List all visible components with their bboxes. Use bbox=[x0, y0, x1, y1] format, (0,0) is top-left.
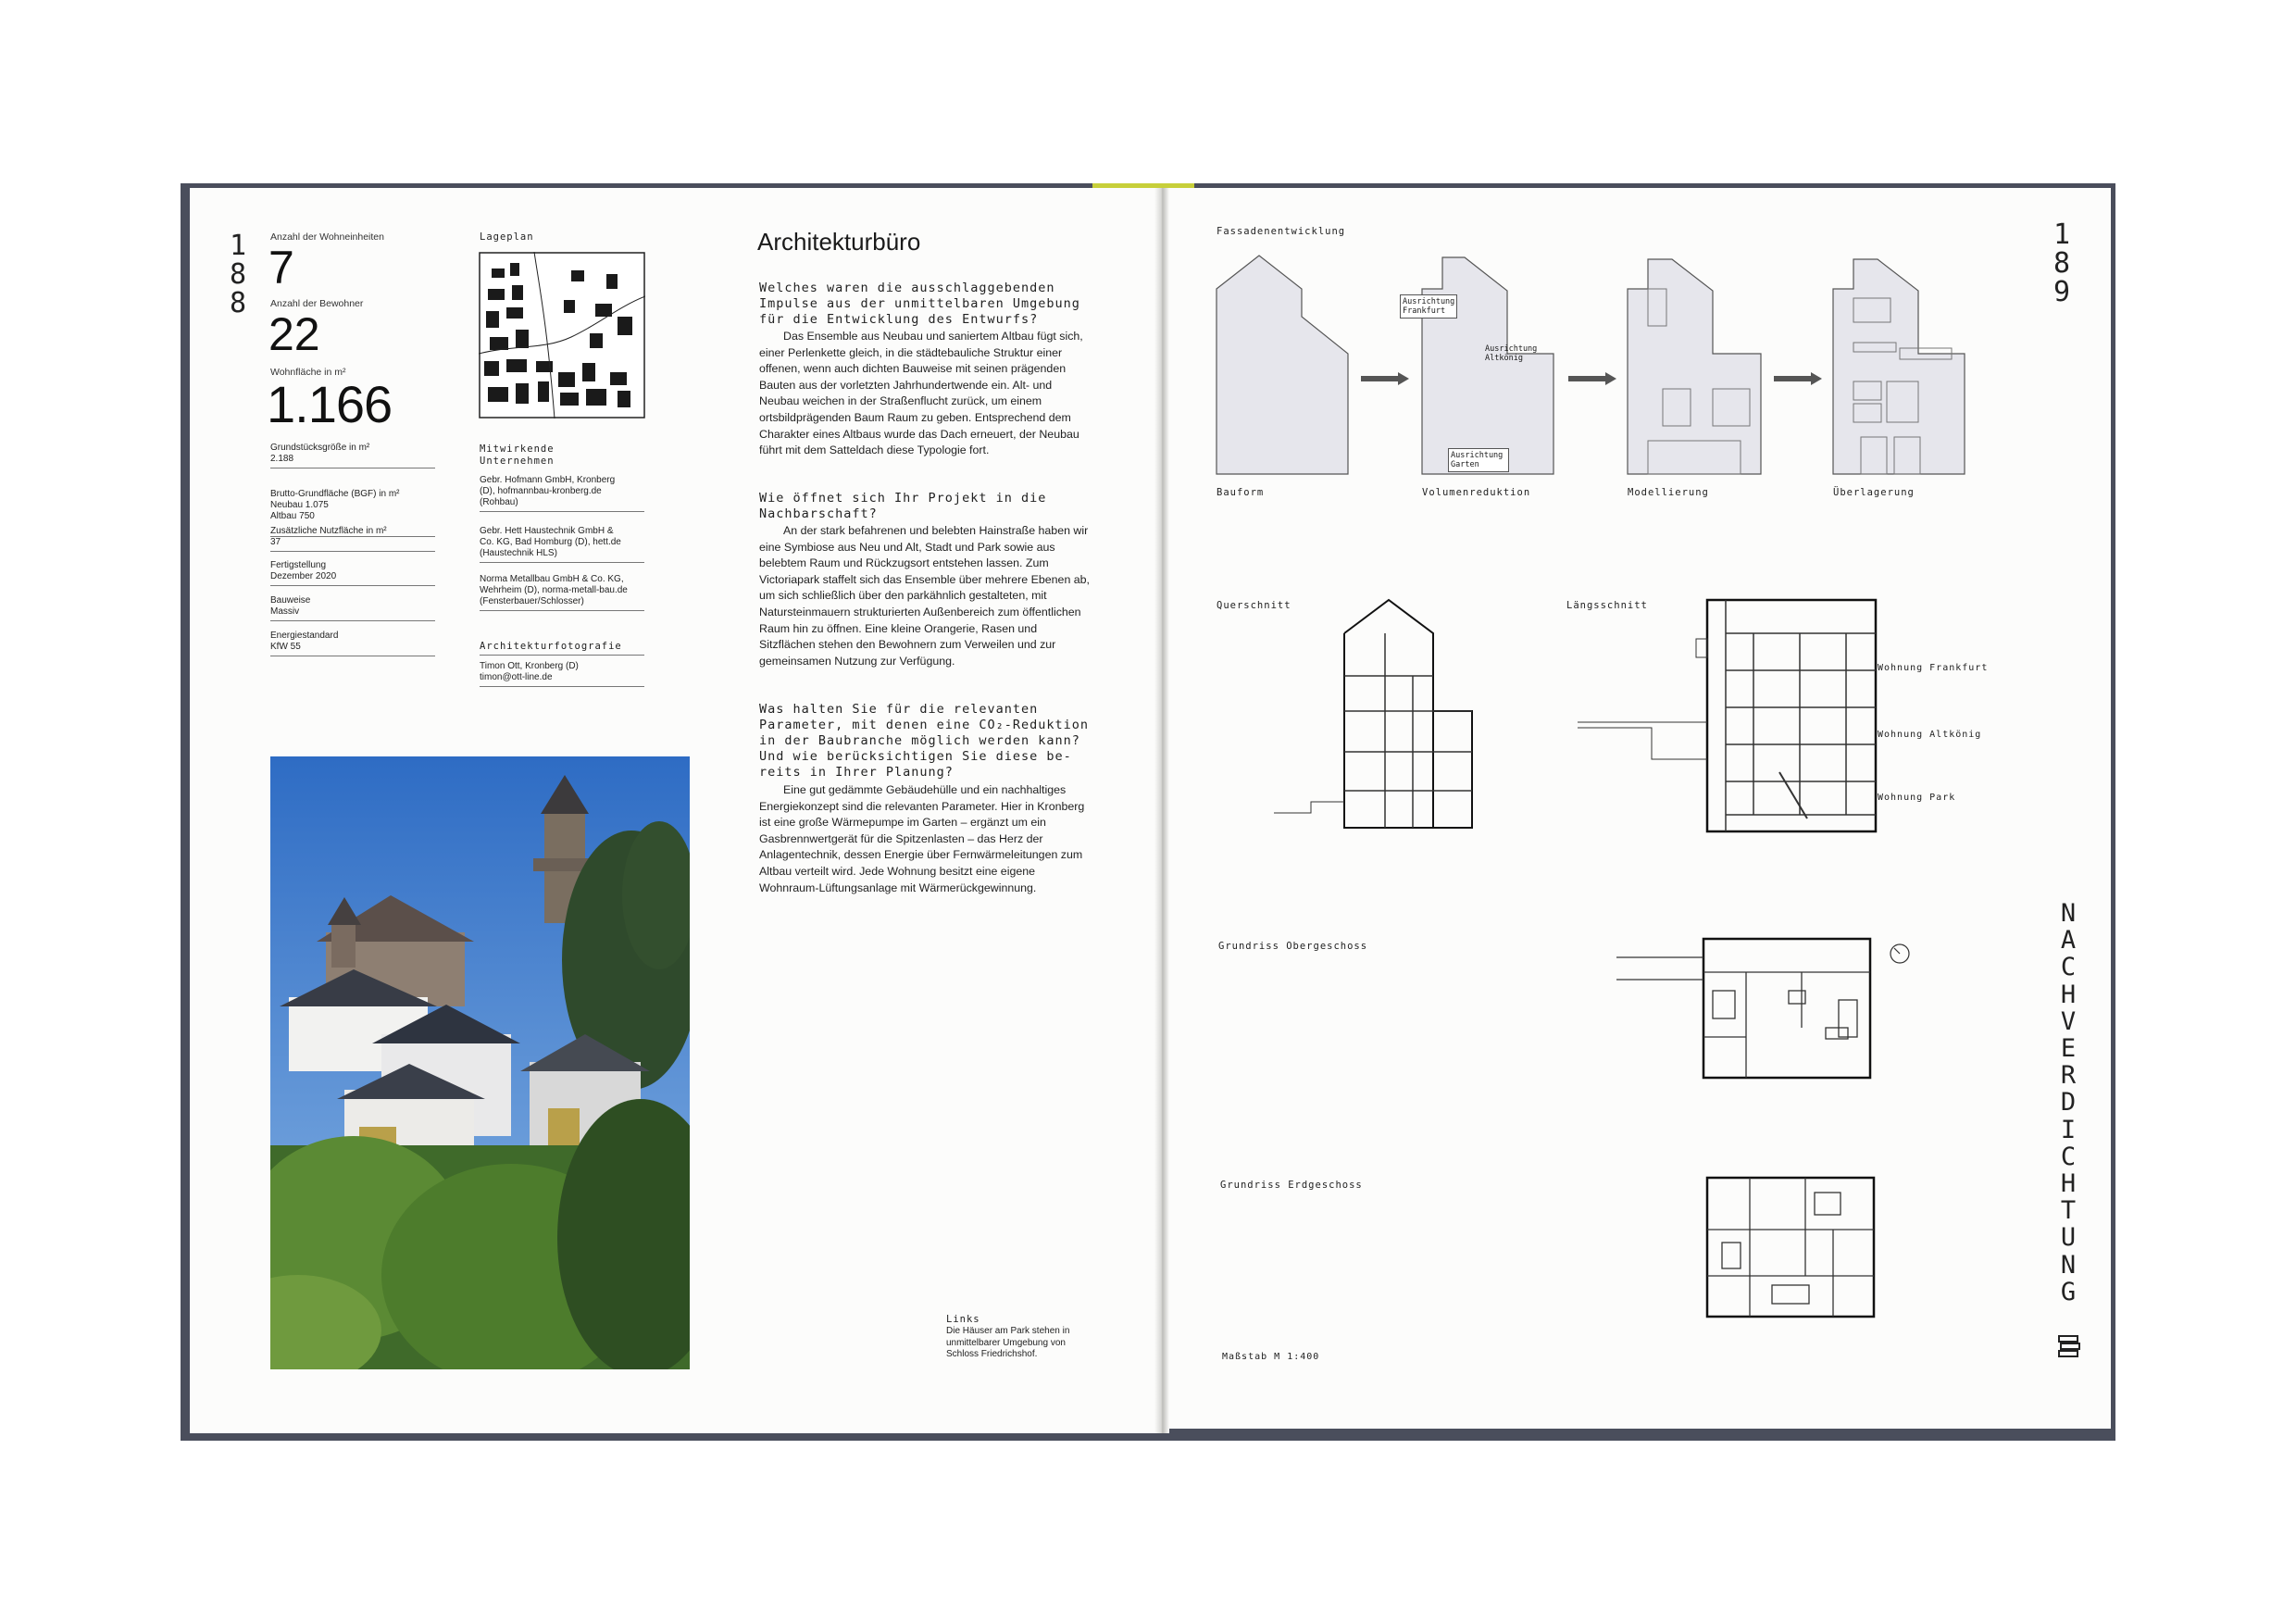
long-section-drawing bbox=[1578, 596, 1883, 837]
upper-floor-label: Grundriss Obergeschoss bbox=[1218, 941, 1368, 952]
scale-label: Maßstab M 1:400 bbox=[1222, 1352, 1320, 1362]
fact-energy-standard: Energiestandard KfW 55 bbox=[270, 631, 435, 656]
ground-floor-label: Grundriss Erdgeschoss bbox=[1220, 1180, 1363, 1191]
question-3: Was halten Sie für die relevanten Parameter, mit denen eine CO₂-Reduktion in der Baubranche möglich werden kann? Und wie berücksichtigen Sie diese be- reits in Ihrer Planung? bbox=[759, 702, 1089, 780]
facade-heading: Fassadenentwicklung bbox=[1217, 226, 1346, 237]
caption-text: Die Häuser am Park stehen in unmittelbarer Umgebung von Schloss Friedrichshof. bbox=[946, 1326, 1070, 1359]
unit-label-park: Wohnung Park bbox=[1878, 793, 1956, 803]
cross-section-drawing bbox=[1274, 596, 1478, 837]
massing-step-2: Volumenreduktion bbox=[1422, 487, 1531, 498]
stat-value-units: 7 bbox=[268, 242, 294, 294]
site-plan-label: Lageplan bbox=[480, 231, 534, 243]
company-entry: Gebr. Hofmann GmbH, Kronberg (D), hofmannbau-kronberg.de (Rohbau) bbox=[480, 475, 644, 512]
long-section-label: Längsschnitt bbox=[1566, 600, 1648, 611]
photo-credit-heading: Architekturfotografie bbox=[480, 641, 644, 656]
photographer: Timon Ott, Kronberg (D) timon@ott-line.de bbox=[480, 661, 644, 687]
note-frankfurt: Ausrichtung Frankfurt bbox=[1400, 294, 1457, 319]
page-number-right: 1 8 9 bbox=[2053, 219, 2071, 308]
upper-floor-plan bbox=[1616, 935, 1931, 1083]
stat-value-living-area: 1.166 bbox=[267, 375, 393, 433]
massing-diagrams bbox=[1213, 252, 1972, 481]
answer-1: Das Ensemble aus Neubau und saniertem Altbau fügt sich, einer Perlenkette gleich, in die städtebauliche Struktur einer offenen, wenn auch dichten Bauweise mit seinen prägenden Bauten aus der vorletzten Jahrhundertwende ein. Alt- und Neubau weichen in der Straßenflucht zurück, um einem ortsbildprägenden Baum Raum zu geben. Entsprechend dem Charakter eines Altbaus wurde das Dach erneuert, der Neubau führt mit dem Satteldach diese Typologie fort. bbox=[759, 330, 1083, 457]
company-entry: Norma Metallbau GmbH & Co. KG, Wehrheim (D), norma-metall-bau.de (Fensterbauer/Schlosser) bbox=[480, 574, 644, 611]
fact-construction: Bauweise Massiv bbox=[270, 595, 435, 621]
fact-plot-size: Grundstücksgröße in m² 2.188 bbox=[270, 443, 435, 468]
caption-title: Links bbox=[946, 1314, 980, 1325]
page-number-left: 1 8 8 bbox=[229, 230, 247, 319]
stat-label-living-area: Wohnfläche in m² bbox=[270, 367, 346, 378]
question-1: Welches waren die ausschlaggebenden Impulse aus der unmittelbaren Umgebung für die Entwicklung des Entwurfs? bbox=[759, 281, 1080, 327]
site-plan bbox=[479, 252, 645, 418]
stat-label-residents: Anzahl der Bewohner bbox=[270, 298, 364, 309]
article-title: Architekturbüro bbox=[757, 228, 921, 256]
ground-floor-plan bbox=[1703, 1174, 1879, 1322]
fact-gross-floor-area: Brutto-Grundfläche (BGF) in m² Neubau 1.075 Altbau 750 bbox=[270, 478, 435, 537]
massing-step-1: Bauform bbox=[1217, 487, 1265, 498]
massing-step-4: Überlagerung bbox=[1833, 487, 1915, 498]
photo-kronberg bbox=[270, 756, 690, 1369]
book-gutter bbox=[1154, 188, 1169, 1433]
answer-2: An der stark befahrenen und belebten Hainstraße haben wir eine Symbiose aus Neu und Alt, Stadt und Park sowie aus belebtem Raum und Rückzugsort entstehen lassen. Zum Victoriapark staffelt sich das Ensemble über mehrere Ebenen ab, um sich schließlich über den parkähnlich gestalteten, mit Natursteinmauern strukturierten Außenbereich zum öffentlichen Raum hin zu öffnen. Eine kleine Orangerie, Rasen und Sitzflächen stehen den Bewohnern zum Verweilen und zur gemeinsamen Nutzung zur Verfügung. bbox=[759, 524, 1091, 668]
companies-heading: Mitwirkende Unternehmen bbox=[480, 443, 555, 467]
unit-label-frankfurt: Wohnung Frankfurt bbox=[1878, 663, 1989, 673]
company-entry: Gebr. Hett Haustechnik GmbH & Co. KG, Bad Homburg (D), hett.de (Haustechnik HLS) bbox=[480, 526, 644, 563]
note-altkoenig: Ausrichtung Altkönig bbox=[1485, 344, 1538, 363]
section-logo-icon bbox=[2057, 1333, 2081, 1357]
unit-label-altkoenig: Wohnung Altkönig bbox=[1878, 730, 1982, 740]
stat-value-residents: 22 bbox=[268, 308, 320, 360]
fact-additional-area: Zusätzliche Nutzfläche in m² 37 bbox=[270, 526, 435, 552]
cross-section-label: Querschnitt bbox=[1217, 600, 1292, 611]
question-2: Wie öffnet sich Ihr Projekt in die Nachbarschaft? bbox=[759, 491, 1047, 521]
stat-label-units: Anzahl der Wohneinheiten bbox=[270, 231, 384, 243]
note-garten: Ausrichtung Garten bbox=[1448, 448, 1509, 472]
massing-step-3: Modellierung bbox=[1628, 487, 1709, 498]
fact-completion: Fertigstellung Dezember 2020 bbox=[270, 560, 435, 586]
section-title-vertical: N A C H V E R D I C H T U N G bbox=[2060, 899, 2077, 1306]
answer-3: Eine gut gedämmte Gebäudehülle und ein nachhaltiges Energiekonzept sind die relevanten Parameter. Hier in Kronberg ist eine große Wärmepumpe im Garten – ergänzt um ein Gasbrennwertgerät für die Spitzenlasten – das Herz der Anlagentechnik, dessen Energie über Fernwärmeleitungen zum Altbau verteilt wird. Jede Wohnung besitzt eine eigene Wohnraum-Lüftungsanlage mit Wärmerückgewinnung. bbox=[759, 783, 1085, 894]
